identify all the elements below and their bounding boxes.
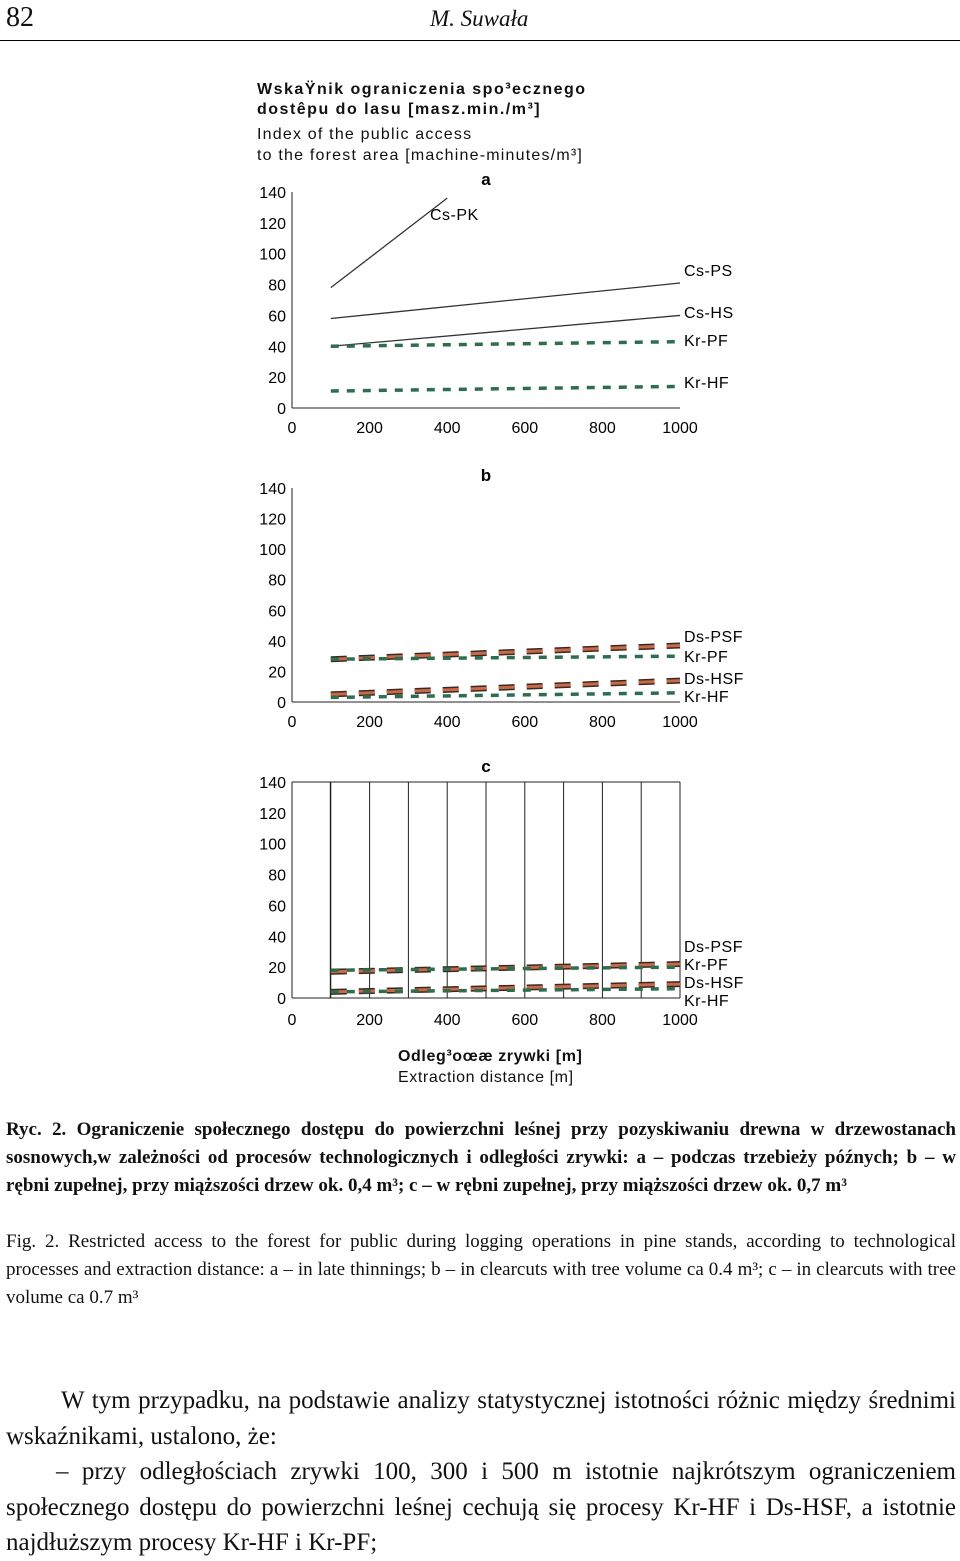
x-tick-label: 400 — [433, 714, 461, 731]
x-tick-label: 200 — [356, 420, 383, 437]
y-tick-label: 80 — [268, 867, 286, 885]
series-label-kr-hf: Kr-HF — [684, 375, 730, 392]
x-axis-label — [398, 1046, 582, 1088]
y-tick-label: 0 — [277, 695, 286, 712]
y-tick-label: 100 — [259, 836, 286, 854]
body-text — [6, 1383, 956, 1561]
body-paragraph: W tym przypadku, na podstawie analizy statystycznej istotności różnic między średnimi wskaźnikami, ustalono, że: — [6, 1387, 956, 1450]
x-tick-label: 1000 — [662, 420, 698, 437]
x-tick-label: 0 — [287, 1012, 297, 1029]
series-label-ds-psf: Ds-PSF — [684, 939, 743, 956]
x-tick-label: 1000 — [662, 1012, 698, 1029]
x-axis-label-polish: Odleg³oœæ zrywki [m] — [398, 1048, 583, 1065]
series-line-kr-hf — [331, 693, 680, 698]
series-line-cs-hs — [331, 315, 680, 346]
series-label-cs-ps: Cs-PS — [684, 263, 733, 280]
y-tick-label: 20 — [268, 370, 286, 388]
series-line-ds-hsf — [331, 681, 680, 695]
series-line-kr-hf — [331, 386, 680, 391]
y-tick-label: 40 — [268, 929, 286, 947]
panel-title-a: a — [481, 170, 491, 189]
y-tick-label: 140 — [259, 185, 286, 202]
body-paragraph-list-item: – przy odległościach zrywki 100, 300 i 500 m istotnie najkrótszym ograniczeniem społecznego dostępu do powierzchni leśnej cechują się procesy Kr-HF i Ds-HSF, a istotnie najdłuższym procesy Kr-HF i Kr-PF; — [6, 1458, 956, 1556]
y-tick-label: 60 — [268, 898, 286, 916]
y-axis-label-polish-line1: WskaŸnik ograniczenia spo³ecznego — [257, 81, 587, 98]
y-axis-label-english-line2: to the forest area [machine-minutes/m³] — [257, 147, 584, 164]
y-tick-label: 60 — [268, 603, 286, 621]
x-tick-label: 800 — [589, 1012, 616, 1029]
x-tick-label: 1000 — [662, 714, 698, 731]
panel-title-b: b — [480, 466, 492, 485]
y-tick-label: 0 — [277, 401, 286, 418]
x-tick-label: 400 — [433, 1012, 461, 1029]
series-label-kr-pf: Kr-PF — [684, 333, 729, 350]
y-tick-label: 120 — [259, 511, 286, 529]
x-tick-label: 200 — [356, 1012, 383, 1029]
series-label-ds-hsf: Ds-HSF — [684, 671, 744, 688]
x-tick-label: 600 — [511, 420, 539, 437]
series-label-kr-pf: Kr-PF — [684, 957, 729, 974]
y-tick-label: 80 — [268, 572, 286, 590]
y-tick-label: 20 — [268, 960, 286, 978]
y-tick-label: 100 — [259, 246, 286, 264]
y-tick-label: 100 — [259, 542, 286, 560]
y-tick-label: 40 — [268, 633, 286, 651]
y-tick-label: 60 — [268, 308, 286, 326]
y-tick-label: 20 — [268, 664, 286, 682]
y-tick-label: 140 — [259, 775, 286, 792]
x-tick-label: 0 — [287, 420, 297, 437]
series-line-kr-pf — [331, 656, 680, 659]
x-tick-label: 600 — [511, 1012, 539, 1029]
y-axis-label-polish-line2: dostêpu do lasu [masz.min./m³] — [257, 101, 542, 118]
figure-caption-english: Fig. 2. Restricted access to the forest for public during logging operations in pine stands, according to technological processes and extraction distance: a – in late thinnings; b – in clearcuts with tree volume ca 0.4 m³; c – in clearcuts with tree volume ca 0.7 m³ — [6, 1231, 956, 1308]
y-tick-label: 140 — [259, 481, 286, 498]
y-axis-label-english-line1: Index of the public access — [257, 126, 473, 143]
series-label-cs-hs: Cs-HS — [684, 305, 734, 322]
y-tick-label: 40 — [268, 339, 286, 357]
series-line-cs-ps — [331, 283, 680, 318]
page-number: 82 — [6, 2, 34, 33]
series-label-cs-pk: Cs-PK — [430, 207, 479, 224]
y-tick-label: 80 — [268, 277, 286, 295]
series-label-kr-hf: Kr-HF — [684, 689, 730, 706]
x-tick-label: 200 — [356, 714, 383, 731]
series-label-ds-psf: Ds-PSF — [684, 629, 743, 646]
y-tick-label: 120 — [259, 215, 286, 233]
series-label-ds-hsf: Ds-HSF — [684, 975, 744, 992]
x-tick-label: 600 — [511, 714, 539, 731]
y-tick-label: 0 — [277, 991, 286, 1008]
panel-title-c: c — [481, 757, 491, 776]
x-tick-label: 800 — [589, 420, 616, 437]
x-tick-label: 800 — [589, 714, 616, 731]
x-tick-label: 400 — [433, 420, 461, 437]
series-line-kr-pf — [331, 342, 680, 347]
x-tick-label: 0 — [287, 714, 297, 731]
y-tick-label: 120 — [259, 805, 286, 823]
figure-caption-polish: Ryc. 2. Ograniczenie społecznego dostępu do powierzchni leśnej przy pozyskiwaniu drewna w drzewostanach sosnowych,w zależności od procesów technologicznych i odległości zrywki: a – podczas trzebieży późnych; b – w rębni zupełnej, przy miąższości drzew ok. 0,4 m³; c – w rębni zupełnej, przy miąższości drzew ok. 0,7 m³ — [6, 1119, 956, 1196]
running-head-author: M. Suwała — [430, 6, 529, 31]
series-label-kr-pf: Kr-PF — [684, 649, 729, 666]
series-label-kr-hf: Kr-HF — [684, 993, 730, 1010]
x-axis-label-english: Extraction distance [m] — [398, 1069, 574, 1086]
